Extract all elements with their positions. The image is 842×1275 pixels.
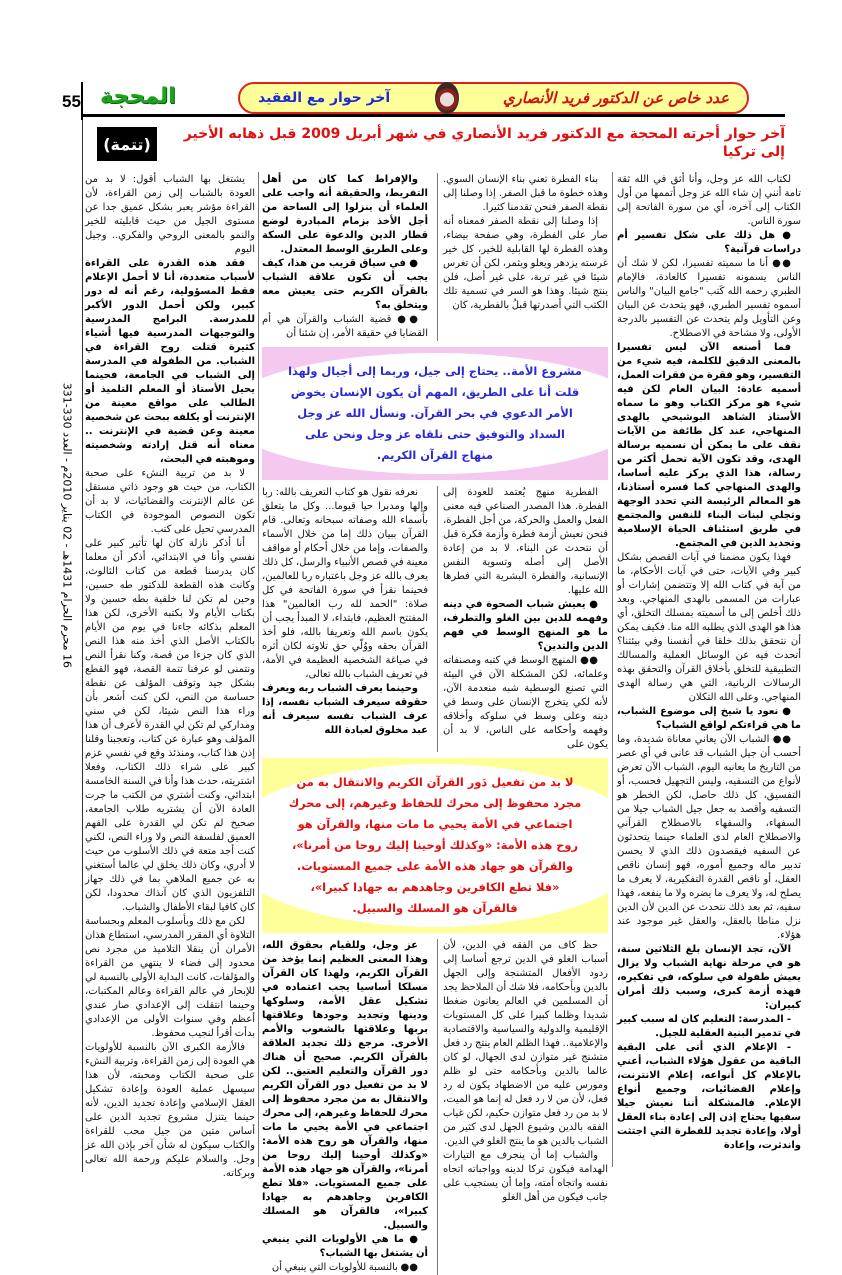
- article-paragraph: نعرفه نقول هو كتاب التعريف بالله: ربا وإلها ومدبرا حيا قيوما... وكل ما يتعلق بأسماء الله وصفاته سبحانه وتعالى. قام القرآن ببيان ذلك إما من خلال الأسماء والصفات، وإما من خلال أحكام أو مواقف معينة في قصص الأنبياء والرسل، كل ذلك يعرف بالله عز وجل باعتباره ربا للعالمين، فحينما نقرأ في سورة الفاتحة في كل صلاة: "الحمد لله رب العالمين" هذا المفتتح العظيم، فابتداء، لا المبدأ يجب أن يكون باسم الله وتعريفا بالله، فلو أخذ القرآن بحقه ووُلّي حق تلاوته لكان أثره في صياغة الشخصية العظيمة في الأمة، في تعريف الشباب بالله تعالى،: [262, 487, 428, 680]
- middle-row-bottom: [262, 939, 608, 1275]
- continued-badge: (تتمة): [97, 127, 157, 161]
- article-paragraph: أنا أذكر نازلة كان لها تأثير كبير على نفسي وأنا في الابتدائي، أذكر أن معلما كان يدرسنا قطعة من كتاب الثالوث، وكانت هذه القطعة للدكتور طه حسين، وحين لم تكن لنا خلفية بطه حسين ولا بكتاب الأيام ولا بكتبه الأخرى، لكن هذا المعلم بذكائه جاءنا في يوم من الأيام بالكتاب الأصل الذي أخذ منه هذا النص الذي كان جزءا من قصة، وكنا نقرأ النص ونتمنى لو عرفنا تتمة القصة، فهو القطع بشكل جيد وتوقف المؤلف عن نقطة حساسة من النص، لكن كنت أشعر بأن وراء هذا النص شيئا، لكن في سني ومداركي لم تكن لي القدرة لأعرف أن هذا المؤلف وهو عبارة عن كتاب، وتعجبنا وقلنا إذن هذا كتاب، ومنذئذ وقع في نفسي عزم كبير على شراء ذلك الكتاب، وفعلا اشتريته، حدث هذا وأنا في السنة الخامسة ابتدائي، وكنت أشتري من الكتب ما جرت العادة الآن أن يشتريه طلاب الجامعة، صحيح لم تكن لي القدرة على الفهم العميق لفلسفة النص ولا وراء النص، لكني كنت أجد متعة في ذلك الأسلوب من حيث لا أدري، وكان ذلك يخلق لي عالما أستغني به عن جميع الملاهي بما في ذلك جهاز التلفزيون الذي كان آنذاك محدودا، لكن كان كافيا لبقاء الأطفال والشباب.: [85, 538, 255, 913]
- question-paragraph: والإفراط كما كان من أهل التفريط، والحقيقة أنه واجب على العلماء أن ينزلوا إلى الساحة من أجل الأخذ بزمام المبادرة لوضع قطار الدين والدعوة على السكة وعلى الطريق الوسط المعتدل.: [262, 174, 428, 255]
- header-divider: [82, 114, 785, 117]
- question-paragraph: - المدرسة: التعليم كان له سبب كبير في تدمير البنية العقلية للجيل.: [617, 1014, 801, 1039]
- article-paragraph: لا بد من تربية النشء على صحبة الكتاب، من حيث هو وجود ذاتي مستقل عن عالم الإنترنت والفضائيات، لا بد أن تكون النصوص الموجودة في الكتاب المدرسي تحيل على كتب.: [85, 468, 255, 535]
- article-column-3-bottom: [262, 939, 432, 1275]
- article-paragraph: ●● أنا ما سميته تفسيرا، لكن لا شك أن الناس يسمونه تفسيرا كالعادة، فالإمام الطبري رحمه الله كَتب "جامع البيان" والناس أسموه تفسير الطبري، فهو يتحدث عن البيان وعن التأويل ولم يتحدث عن التفسير بالدرجة الأولى، ولا مشاحة في الاصطلاح.: [617, 258, 801, 339]
- article-column-2-bottom: [443, 939, 608, 1205]
- article-paragraph: لكن مع ذلك وبأسلوب المعلم وبحساسة التلاوة أي المقرر المدرسي، استطاع هذان الأمران أن ينقلا التلاميذ من مجرد نص محدود إلى فضاء لا ينتهي من القراءة والمؤلفات، كانت البداية الأولى بالنسبة لي للإبحار في عالم القراءة وعالم المكتبات، وحينما انتقلت إلى الإعدادي صار عندي أعظم وفي سنوات الأولى من الإعدادي بدأت أقرأ لنجيب محفوظ.: [85, 916, 255, 1039]
- column-divider: [437, 173, 608, 341]
- article-paragraph: فالأزمة الكبرى الآن بالنسبة للأولويات هي العودة إلى زمن القراءة، وتربية النشء على صحبة الكتاب ومحبته، لأن هذا سيسهل عملية العودة وإعادة تشكيل العقل الإسلامي وإعادة تجديد الدين، لأنه حينما يتنزل مشروع تجديد الدين على أساس متين من جيل محب للقراءة والكتاب سيكون له شأن آخر بإذن الله عز وجل. والسلام عليكم ورحمة الله تعالى وبركاته.: [85, 1042, 255, 1179]
- question-paragraph: عز وجل، وللقيام بحقوق الله، وهذا المعنى العظيم إنما يؤخذ من القرآن الكريم، ولهذا كان القرآن مسلكا أساسيا يجب اعتماده في تشكيل عقل الأمة، وسلوكها ودينها وتجديد وجودها وعلاقتها بربها وعلاقتها بالشعوب والأمم الأخرى. مرجع ذلك تجديد العلاقة بالقرآن الكريم. صحيح أن هناك دور القرآن والتعليم العتيق.. لكن لا بد من تفعيل دور القرآن الكريم والانتقال به من مجرد محفوظ إلى محرك للحفاظ وغيرهم، إلى محرك اجتماعي في الأمة يحيي ما مات منها، والقرآن هو روح هذه الأمة: «وكذلك أوحينا إليك روحا من أمرنا»، والقرآن هو جهاد هذه الأمة على جميع المستويات. «فلا تطع الكافرين وجاهدهم به جهادا كبيرا»، فالقرآن هو المسلك والسبيل.: [262, 940, 428, 1231]
- portrait-photo-icon: [435, 82, 459, 114]
- article-paragraph: بناء الفطرة تعني بناء الإنسان السوي. وهذه خطوة ما قبل الصفر. إذا وصلنا إلى نقطة الصفر فنحن تقدمنا كثيرا.: [443, 174, 608, 213]
- column-divider: [612, 172, 613, 1167]
- article-column-4: [85, 173, 255, 1181]
- article-paragraph: والشباب إما أن ينجرف مع التيارات الهدامة فيكون تركا لدينه وواجباته اتجاه نفسه واتجاه أمته، وإما أن يستجيب على جانب فيكون من أهل الغلو: [443, 1150, 608, 1203]
- article-paragraph: ●● المنهج الوسط في كتبه ومصنفاته وعلمائه، لكن المشكلة الآن في البيئة التي تصنع الوسطية شبه منعدمة الآن، لأنه لكي يتخرج الإنسان على وسط في دينه وعلى وسط في سلوكه وأخلاقه وفهمه وأحكامه على الناس، لا بد أن يكون على: [443, 655, 608, 750]
- margin-divider: [82, 120, 83, 1172]
- article-column-2-top: [443, 173, 608, 313]
- article-paragraph: يشتغل بها الشباب أقول: لا بد من العودة بالشباب إلى زمن القراءة، لأن القراءة مؤشر يعبر بشكل عميق جدا عن مستوى الجيل من حيث قابليته للخير والنمو بالمعنى الروحي والفكري.. وجيل اليوم: [85, 174, 255, 255]
- question-paragraph: ● ما هي الأولويات التي ينبغي أن يشتغل بها الشباب؟: [262, 1234, 428, 1259]
- article-column-3-top: [262, 173, 432, 341]
- special-issue-banner: [238, 82, 749, 114]
- banner-last-interview-text: آخر حوار مع الفقيد: [258, 90, 391, 106]
- banner-special-issue-text: عدد خاص عن الدكتور فريد الأنصاري: [502, 89, 729, 107]
- question-paragraph: فما أصنعه الآن ليس تفسيرا بالمعنى الدقيق للكلمة، فيه شيء من التفسير، وهو فقرة من فقرات العمل، أسميه عادة: البيان العام لكن فيه شيء هو مركز الكتاب وهو ما سماه الأستاذ الشاهد البوشيخي بالهدى المنهاجي، عند كل طائفة من الآيات نقف على ما يمكن أن نسميه برسالة الهدى، وقد تكون الآية تحمل أكثر من رسالة، هذا الذي يركز عليه أساسا، والهدى المنهاجي كما فسره أستاذنا، هو المعالم الرئيسة التي تحدد الوجهة وتجلي لبنات البناء للنفس والمجتمع في طريق استئناف الحياة الإسلامية وتجديد الدين في المجتمع.: [617, 342, 801, 549]
- article-column-1: [617, 173, 801, 1153]
- question-paragraph: فقد هذه القدرة على القراءة لأسباب متعددة، أنا لا أحمل الإعلام فقط المسؤولية، رغم أنه له دور كبير، ولكن أحمل الدور الأكبر للمدرسة. البرامج المدرسية والتوجيهات المدرسية فيها أشياء كثيرة قتلت روح القراءة في الشباب. من الطفولة في المدرسة إلى الشباب في الجامعة، فحينما يحيل الأستاذ أو المعلم التلميذ أو الطالب على مواقع معينة من الإنترنت أو يكلفه ببحث عن شخصية معينة وعن قضية في الإنترنت .. معناه أنه قتل إرادته وشخصيته وموهبته في البحث،: [85, 258, 255, 465]
- article-paragraph: إذا وصلنا إلى نقطة الصفر فمعناه أنه صار على الفطرة، وهي صفحة بيضاء، وهذه الفطرة لها القابلية للخير، كل خير غرسته يزدهر ويعلو ويثمر، لكن أن تغرس شيئا في غير تربة، على غير أصل، فلن ينتج شيئا. وهذا هو السر في تسمية تلك الكتب التي أصدرتها قبلُ بالفطرية، كان: [443, 216, 608, 311]
- question-paragraph: ● في سياق قريب من هذا، كيف يجب أن تكون علاقة الشباب بالقرآن الكريم حتى يعيش معه ويتخلق به؟: [262, 258, 428, 311]
- issue-date-strip: [56, 128, 78, 668]
- article-paragraph: ●● قضية الشباب والقرآن هي أم القضايا في حقيقة الأمر، إن شئنا أن: [262, 314, 428, 339]
- column-divider: [437, 486, 608, 752]
- page-number: 55: [62, 92, 81, 111]
- question-paragraph: ● نعود يا شيخ إلى موضوع الشباب، ما هي قراءتكم لواقع الشباب؟: [617, 706, 801, 731]
- pull-quote-yellow: [262, 758, 608, 933]
- question-paragraph: - الإعلام الذي أتى على البقية الباقية من عقول هؤلاء الشباب، أعني بالإعلام كل أنواعه، إعلام الانترنت، وإعلام الفضائيات، وجميع أنواع الإعلام. فالمشكلة أننا نعيش جيلا سفيها يحتاج إذن إلى إعادة بناء العقل أولا، وإعادة تجديد للفطرة التي اجتثت واندثرت، وإعادة: [617, 1042, 801, 1151]
- question-paragraph: وحينما يعرف الشباب ربه ويعرف حقوقه سيعرف الشباب نفسه، إذا عرف الشباب نفسه سيعرف أنه عبد مخلوق لعبادة الله: [262, 683, 428, 736]
- middle-row-top: [262, 173, 608, 341]
- question-paragraph: الآن، تجد الإنسان بلغ الثلاثين سنة، هو في مرحلة نهاية الشباب ولا يزال يعيش طفولة في سلوكه، في تفكيره، فهذه أزمة كبرى، وسبب ذلك أمران كبيران:: [617, 944, 801, 1011]
- column-divider: [437, 939, 608, 1275]
- middle-columns: [262, 173, 608, 1275]
- question-paragraph: ● هل ذلك على شكل تفسير أم دراسات قرآنية؟: [617, 230, 801, 255]
- article-paragraph: ●● بالنسبة للأولويات التي ينبغي أن: [271, 1262, 418, 1273]
- pull-quote-yellow-text: لا بد من تفعيل دَور القرآن الكريم والانتقال به من مجرد محفوظ إلى محرك للحفاظ وغيرهم، إلى محرك اجتماعي في الأمة يحيي ما مات منها، والقرآن هو روح هذه الأمة: «وكذلك أوحينا إليك روحا من أمرنا»، والقرآن هو جهاد هذه الأمة على جميع المستويات. «فلا تطع الكافرين وجاهدهم به جهادا كبيرا»، فالقرآن هو المسلك والسبيل.: [288, 775, 582, 915]
- article-paragraph: فهذا يكون مضمنا في آيات القصص بشكل كبير وفي الآيات، حتى في آيات الأحكام، ما من آية في كتاب الله إلا وتتضمن إشارات أو عبارات من المسمى بالهدى المنهاجي. وبعد ذلك أخلص إلى ما أسميته بمسلك التخلق، أي هذا هو الهدى الذي يطلبه الله منا. فكيف يمكن أن نتحقق بذلك خلقا في أنفسنا وفي بيئتنا؟ أتحدث فيه عن الوسائل العملية والمسالك التطبيقية للتخلق بأخلاق القرآن والتحقق بهذه الرسالات الربانية، التي هي رسالة الهدى المنهاجي. وعلى الله التكلان: [617, 552, 801, 703]
- magazine-logo: المحجة: [100, 84, 176, 109]
- question-paragraph: ● يعيش شباب الصحوة في دينه وفهمه للدين بين الغلو والتطرف، ما هو المنهج الوسط في فهم الدين والتدين؟: [443, 599, 608, 652]
- article-paragraph: حظ كاف من الفقه في الدين، لأن أسباب الغلو في الدين ترجع أساسا إلى ردود الأفعال المتشنجة وإلى الجهل بالدين وبأحكامه، فلا شك أن الملاحظ يجد أن المسلمين في العالم يعانون ضغطا شديدا وظلما كبيرا على كل المستويات الإقليمية والدولية والسياسية والاقتصادية والإعلامية.. فهذا الظلم العام ينتج رد فعل متشنج غير متوازن لدى الجهال، لو كان عالما بالدين وبأحكامه حتى لو ظلم ومورس عليه من الاضطهاد يكون له رد فعل، لأن من لا رد فعل له إنما هو الميت، لا بد من رد فعل متوازن حكيم، لكن غياب الفقه بالدين وشيوع الجهل لدى كثير من الشباب بالدين هو ما ينتج الغلو في الدين.: [443, 940, 608, 1147]
- article-paragraph: ●● الشباب الآن يعاني معاناة شديدة، وما أحسب أن جيل الشباب قد عانى في أي عصر من التاريخ ما يعانيه اليوم، الشباب الآن تعرض لأنواع من التسفيه، وليس التجهيل فحسب، أو التفسيق، كل ذلك حاصل، لكن الخطر هو التسفيه وأقصد به جعل جيل الشباب جيلا من السفهاء، والسفهاء بالاصطلاح القرآني والاصطلاح العام لدى العلماء حينما يتحدثون عن السفيه فيقصدون ذلك الذي لا يحسن تدبير ماله وجميع أموره، فهو إنسان ناقص العقل، أو ناقص القدرة التفكيرية، لا يعرف ما يصلح له، ولا يعرف ما يضره ولا ما ينفعه، فهذا سفيه، ثم بعد ذلك نتحدث عن الدين لأن الدين نزل مناطا بالعقل، والعقل غير موجود عند هؤلاء.: [617, 734, 801, 941]
- middle-row-middle: [262, 486, 608, 752]
- pull-quote-pink: [262, 347, 608, 480]
- pull-quote-pink-text: مشروع الأمة.. يحتاج إلى جيل، وربما إلى أجيال ولهذا قلت أنا على الطريق، المهم أن يكون الإنسان يخوض الأمر الدعوي في بحر القرآن. ونسأل الله عز وجل السداد والتوفيق حتى نلقاه عز وجل ونحن على منهاج القرآن الكريم.: [288, 364, 582, 462]
- article-paragraph: لكتاب الله عز وجل، وأنا أثق في الله ثقة تامة أنني إن شاء الله عز وجل أتممها من أول الكتاب إلى آخره، أي من سورة الفاتحة إلى سورة الناس.: [617, 174, 801, 227]
- article-paragraph: الفطرية منهج يُعتمد للعودة إلى الفطرة. هذا المصدر الصناعي فيه معنى الفعل والعمل والحركة، من أجل الفطرة، فنحن نعيش أزمة فطرة وأزمة فكرة قبل أن نتحدث عن البناء، لا بد من إعادة الأصل إلى أصله وتسوية النفس الإنسانية، والفطرة البشرية التي فطرها الله عليها.: [443, 487, 608, 596]
- issue-date: 16 محرم الحرام 1431هـ - 02 يناير 2010م - العدد 330-331: [60, 382, 74, 668]
- article-column-2-middle: [443, 486, 608, 752]
- article-column-3-middle: [262, 486, 432, 752]
- column-divider: [258, 172, 259, 1167]
- article-title: آخر حوار أجرته المحجة مع الدكتور فريد الأنصاري في شهر أبريل 2009 قبل ذهابه الأخير إلى تركيا: [183, 126, 785, 160]
